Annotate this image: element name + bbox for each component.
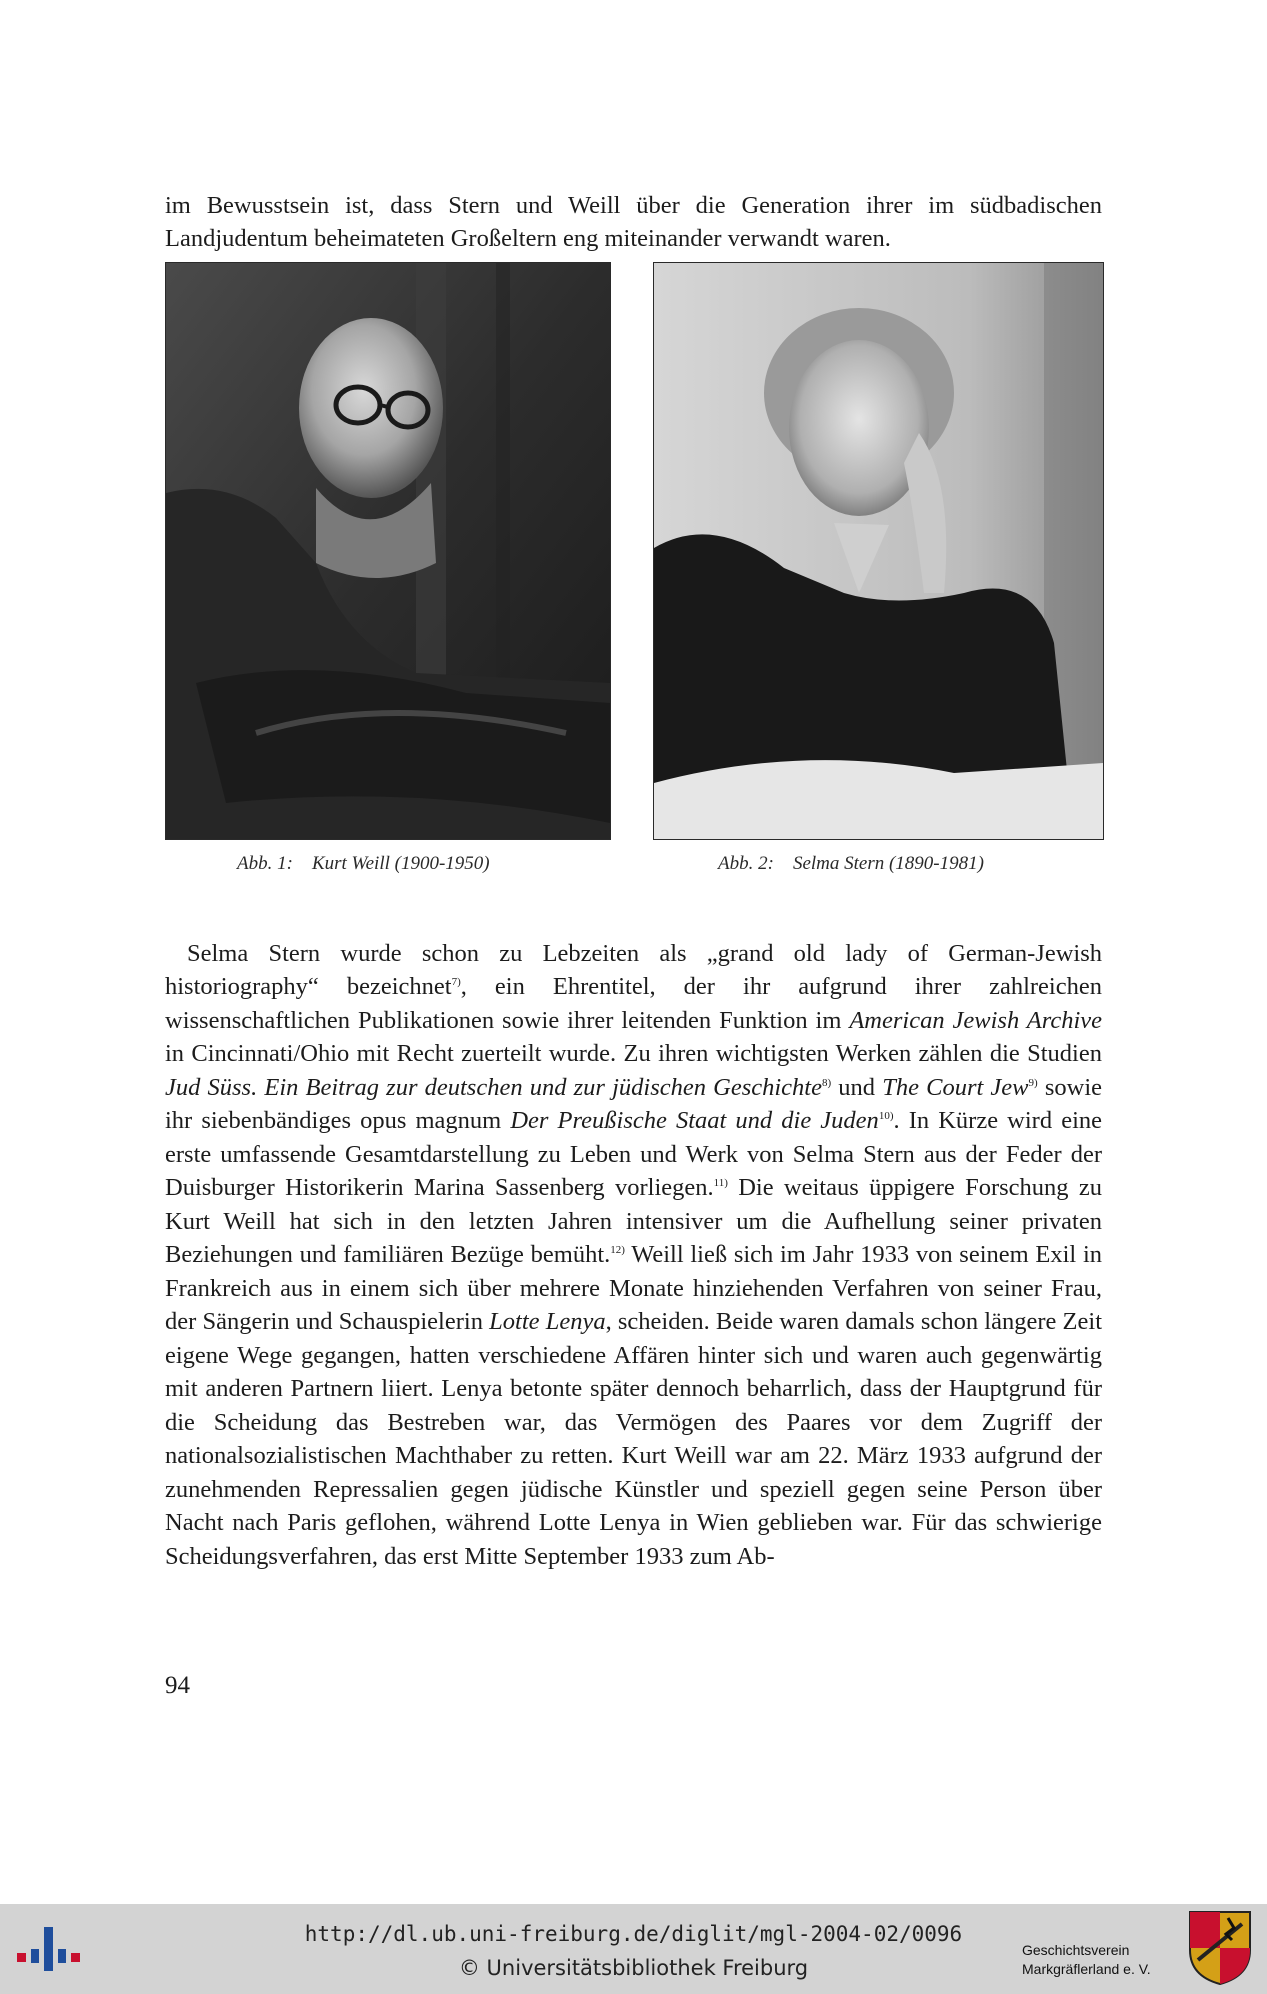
text-run: Die weitaus üppigere Forschung zu Kurt Weill hat sich in den letzten Jahren intensiver um die Aufhellung seiner privaten Beziehungen und familiären Bezüge bemüht. <box>165 1174 1102 1268</box>
footnote-ref: 10) <box>878 1110 894 1122</box>
body-paragraph <box>165 937 1102 1574</box>
text-run: in Cincinnati/Ohio mit Recht zuerteilt wurde. Zu ihren wichtigsten Werken zählen die Studien <box>165 1040 1102 1067</box>
footnote-ref: 11) <box>713 1177 728 1189</box>
text-run: , ein Ehrentitel, der ihr aufgrund ihrer zahlreichen wissenschaftlichen Publikationen sowie ihrer leitenden Funktion im <box>165 973 1102 1034</box>
footer-copyright: © Universitätsbibliothek Freiburg <box>458 1956 809 1980</box>
text-run: , scheiden. Beide waren damals schon längere Zeit eigene Wege gegangen, hatten verschiedene Affären hinter sich und waren auch gegenwärtig mit anderen Partnern liiert. Lenya betonte später dennoch beharrlich, dass der Hauptgrund für die Scheidung das Bestreben war, das Vermögen des Paares vor dem Zugriff der nationalsozialistischen Machthaber zu retten. Kurt Weill war am 22. März 1933 aufgrund der zunehmenden Repressalien gegen jüdische Künstler und speziell gegen seine Person über Nacht nach Paris geflohen, während Lotte Lenya in Wien geblieben war. Für das schwierige Scheidungsverfahren, das erst Mitte September 1933 zum Ab- <box>165 1308 1102 1570</box>
footer-url-link[interactable]: http://dl.ub.uni-freiburg.de/diglit/mgl-2004-02/0096 <box>304 1922 963 1946</box>
caption-label: Abb. 2: <box>718 853 774 874</box>
italic-title: Jud Süss. Ein Beitrag zur deutschen und zur jüdischen Geschichte <box>165 1073 822 1101</box>
italic-title: The Court Jew <box>882 1073 1029 1101</box>
caption-label: Abb. 1: <box>237 853 293 874</box>
italic-title: American Jewish Archive <box>849 1006 1102 1034</box>
text-run: Selma Stern wurde schon zu Lebzeiten als „grand old lady of German-Jewish historiography“ bezeichnet <box>165 939 1102 1000</box>
footnote-ref: 7) <box>451 976 461 988</box>
photo-kurt-weill <box>165 262 611 840</box>
italic-title: Der Preußische Staat und die Juden <box>510 1107 879 1134</box>
coat-of-arms-icon <box>1188 1910 1252 1991</box>
text-run: Weill ließ sich im Jahr 1933 von seinem Exil in Frankreich aus in einem sich über mehrere Monate hinziehenden Verfahren von seiner Frau, der Sängerin und Schauspielerin <box>165 1241 1102 1335</box>
text-run: sowie ihr siebenbändiges opus magnum <box>165 1073 1103 1134</box>
page-number: 94 <box>165 1672 190 1699</box>
figure-caption-1 <box>237 853 490 875</box>
org-name-line-2: Markgräflerland e. V. <box>1022 1961 1151 1977</box>
figure-caption-2 <box>718 853 984 875</box>
footnote-ref: 8) <box>821 1076 832 1089</box>
caption-text: Kurt Weill (1900-1950) <box>311 853 490 874</box>
org-name-line-1: Geschichtsverein <box>1022 1942 1130 1958</box>
footer-organization <box>1022 1941 1151 1979</box>
footnote-ref: 12) <box>610 1244 625 1256</box>
italic-name: Lotte Lenya <box>489 1308 606 1335</box>
text-run: . In Kürze wird eine erste umfassende Gesamtdarstellung zu Leben und Werk von Selma Stern aus der Feder der Duisburger Historikerin Marina Sassenberg vorliegen. <box>165 1107 1102 1201</box>
text-run: und <box>831 1073 883 1101</box>
intro-paragraph: im Bewusstsein ist, dass Stern und Weill über die Generation ihrer im südbadischen Landjudentum beheimateten Großeltern eng miteinander verwandt waren. <box>165 191 1102 252</box>
caption-text: Selma Stern (1890-1981) <box>792 853 984 874</box>
photo-selma-stern <box>653 262 1104 840</box>
footnote-ref: 9) <box>1028 1076 1038 1089</box>
